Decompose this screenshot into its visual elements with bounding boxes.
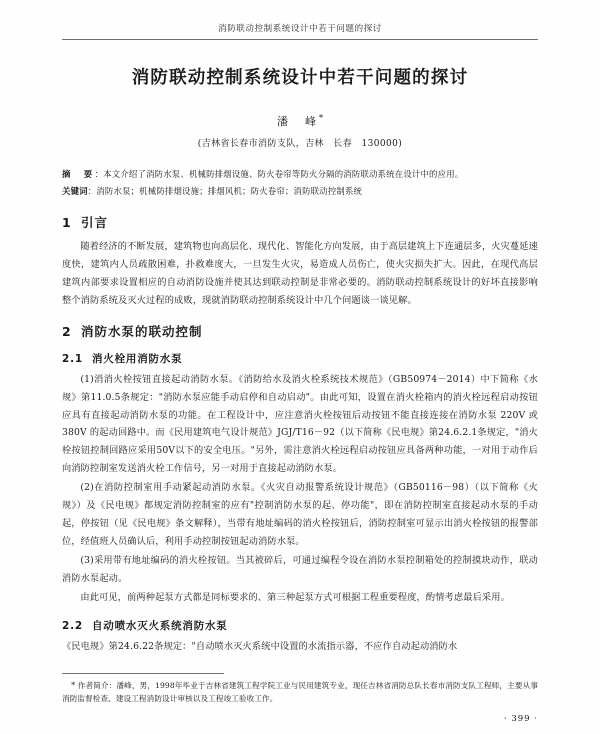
subsection-title-2-2: 自动喷水灭火系统消防水泵 <box>92 619 228 632</box>
keywords-text: 消防水泵；机械防排烟设施；排烟风机；防火卷帘；消防联动控制系统 <box>96 186 363 197</box>
paragraph: 《民电规》第24.6.22条规定："自动喷水灭火系统中设置的水流指示器，不应作自动起动消防水 <box>62 640 458 652</box>
section-heading-2 <box>62 322 538 340</box>
paragraph: 随着经济的不断发展，建筑物也向高层化、现代化、智能化方向发展，由于高层建筑上下连通层多，火灾蔓延速度快，建筑内人员疏散困难，扑救难度大，一旦发生火灾，易造成人员伤亡，使火灾损失扩大。因此，在现代高层建筑内部要求设置相应的自动消防设施并使其达到联动控制是非常必要的。消防联动控制系统设计的好坏直接影响整个消防系统及灭火过程的成败，现就消防联动控制系统设计中几个问题谈一谈见解。 <box>62 240 538 306</box>
footnote-text <box>62 679 538 706</box>
paragraph: (1)消消火栓按钮直接起动消防水泵。《消防给水及消火栓系统技术规范》（GB50974－2014）中下简称《水规》第11.0.5条规定："消防水泵应能手动启停和自动启动"。由此可知，设置在消火栓箱内的消火栓远程启动按钮应具有直接起动消防水泵的功能。在工程设计中，应注意消火栓按钮后动按钮不能直接连接在消防水泵 220V 或 380V 的起动回路中。而《民用建筑电气设计规范》JGJ/T16－92（以下简称《民电规》第24.6.2.1条规定，"消火栓按钮控制回路应采用50V以下的安全电压。"另外，需注意消火栓远程启动按钮应具备两种功能，一对用于动作后向消防控制室发送消火栓工作信号，另一对用于直接起动消防水泵。 <box>62 373 538 475</box>
author-affiliation: (吉林省长春市消防支队，吉林 长春 130000) <box>197 138 403 149</box>
footnote-block <box>62 673 538 706</box>
subsection-heading-2-1 <box>62 351 538 366</box>
footnote-mark: * <box>71 681 76 691</box>
running-head: 消防联动控制系统设计中若干问题的探讨 <box>218 24 382 34</box>
page-title: 消防联动控制系统设计中若干问题的探讨 <box>131 68 469 88</box>
keywords-block <box>62 184 538 199</box>
keywords-colon: ： <box>87 186 97 197</box>
keywords-label: 关键词 <box>62 186 88 197</box>
page-number: · 399 · <box>503 714 538 724</box>
abstract-colon: ： <box>94 168 104 179</box>
author-footnote-mark: * <box>319 112 323 122</box>
footnote-divider <box>62 673 224 674</box>
section-title-2: 消防水泵的联动控制 <box>81 323 203 339</box>
abstract-block <box>62 167 538 182</box>
subsection-heading-2-2 <box>62 618 538 633</box>
author-line <box>62 113 538 129</box>
subsection-number-2-2: 2.2 <box>62 619 84 632</box>
header-divider <box>62 39 538 40</box>
abstract-label: 摘 要 <box>62 168 95 179</box>
paragraph: (3)采用带有地址编码的消火栓按钮。当其被碎后，可通过编程令设在消防水泵控制箱处的控制摸块动作，联动消防水泵起动。 <box>62 555 538 584</box>
section-number-1: 1 <box>62 214 72 230</box>
subsection-title-2-1: 消火栓用消防水泵 <box>92 352 183 365</box>
section-title-1: 引言 <box>81 214 109 230</box>
paragraph: 由此可见，前两种起泵方式都是同标要求的、第三种起泵方式可根据工程重要程度，酌情考虑最后采用。 <box>80 591 510 603</box>
abstract-text: 本文介绍了消防水泵、机械防排烟设施、防火卷帘等防火分隔的消防联动系统在设计中的应用。 <box>103 168 464 179</box>
subsection-number-2-1: 2.1 <box>62 352 84 365</box>
author-name: 潘 峰 <box>277 114 319 128</box>
paragraph: (2)在消防控制室用手动紧起动消防水泵。《火灾自动报警系统设计规范》（GB50116－98）（以下简称《火规》）及《民电规》都规定消防控制室的应有"控制消防水泵的起、停功能"，即在消防控制室直接起动水泵的手动起，停按钮（见《民电规》条文解释），当带有地址编码的消火栓按钮后，消防控制室可显示出消火栓按钮的报警部位，经值班人员确认后，利用手动控制按钮起动消防水泵。 <box>62 482 538 548</box>
section-heading-1 <box>62 213 538 231</box>
section-number-2: 2 <box>62 323 72 339</box>
footnote-body: 作者简介：潘峰，男，1998年毕业于吉林省建筑工程学院工业与民用建筑专业，现任吉林省消防总队长春市消防支队工程师，主要从事消防监督检查、建设工程消防设计审核以及工程竣工验收工作。 <box>62 681 539 704</box>
